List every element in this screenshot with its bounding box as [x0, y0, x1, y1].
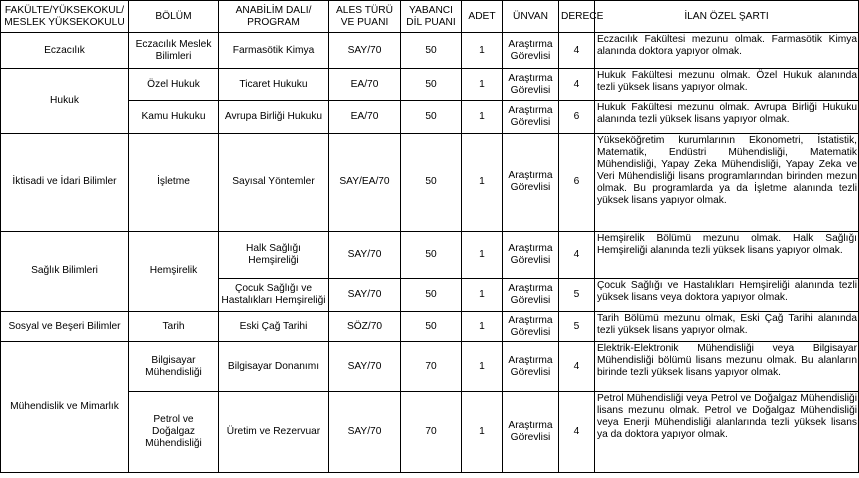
header-faculty: FAKÜLTE/YÜKSEKOKUL/ MESLEK YÜKSEKOKULU	[1, 1, 129, 33]
program-cell: Çocuk Sağlığı ve Hastalıkları Hemşireliği	[219, 279, 329, 311]
language-score-cell: 70	[401, 391, 462, 472]
department-cell: Özel Hukuk	[129, 68, 219, 100]
faculty-cell: İktisadi ve İdari Bilimler	[1, 133, 129, 231]
degree-cell: 4	[559, 33, 595, 68]
ales-cell: SAY/EA/70	[329, 133, 401, 231]
ales-cell: SAY/70	[329, 231, 401, 279]
program-cell: Üretim ve Rezervuar	[219, 391, 329, 472]
ales-cell: SAY/70	[329, 342, 401, 392]
count-cell: 1	[462, 133, 503, 231]
table-row	[1, 101, 859, 133]
count-cell: 1	[462, 311, 503, 341]
title-cell: Araştırma Görevlisi	[503, 33, 559, 68]
degree-cell: 6	[559, 133, 595, 231]
program-cell: Ticaret Hukuku	[219, 68, 329, 100]
header-program: ANABİLİM DALI/ PROGRAM	[219, 1, 329, 33]
header-condition: İLAN ÖZEL ŞARTI	[595, 1, 859, 33]
title-cell: Araştırma Görevlisi	[503, 342, 559, 392]
language-score-cell: 70	[401, 342, 462, 392]
department-cell: Tarih	[129, 311, 219, 341]
language-score-cell: 50	[401, 231, 462, 279]
ales-cell: EA/70	[329, 68, 401, 100]
degree-cell: 4	[559, 68, 595, 100]
condition-cell: Çocuk Sağlığı ve Hastalıkları Hemşireliği alanında tezli yüksek lisans veya doktora yapıyor olmak.	[595, 279, 859, 311]
table-row	[1, 391, 859, 472]
ales-cell: EA/70	[329, 101, 401, 133]
title-cell: Araştırma Görevlisi	[503, 133, 559, 231]
header-count: ADET	[462, 1, 503, 33]
department-cell: Petrol ve Doğalgaz Mühendisliği	[129, 391, 219, 472]
degree-cell: 4	[559, 231, 595, 279]
ales-cell: SAY/70	[329, 391, 401, 472]
header-department: BÖLÜM	[129, 1, 219, 33]
header-row	[1, 1, 859, 33]
condition-cell: Hukuk Fakültesi mezunu olmak. Özel Hukuk alanında tezli yüksek lisans yapıyor olmak.	[595, 68, 859, 100]
language-score-cell: 50	[401, 133, 462, 231]
degree-cell: 4	[559, 342, 595, 392]
condition-cell: Hemşirelik Bölümü mezunu olmak. Halk Sağlığı Hemşireliği alanında tezli yüksek lisans yapıyor olmak.	[595, 231, 859, 279]
language-score-cell: 50	[401, 101, 462, 133]
degree-cell: 4	[559, 391, 595, 472]
count-cell: 1	[462, 342, 503, 392]
program-cell: Halk Sağlığı Hemşireliği	[219, 231, 329, 279]
condition-cell: Tarih Bölümü mezunu olmak, Eski Çağ Tarihi alanında tezli yüksek lisans yapıyor olmak.	[595, 311, 859, 341]
header-title: ÜNVAN	[503, 1, 559, 33]
faculty-cell: Sağlık Bilimleri	[1, 231, 129, 311]
title-cell: Araştırma Görevlisi	[503, 391, 559, 472]
table-row	[1, 231, 859, 279]
ales-cell: SAY/70	[329, 279, 401, 311]
table-row	[1, 68, 859, 100]
title-cell: Araştırma Görevlisi	[503, 311, 559, 341]
degree-cell: 6	[559, 101, 595, 133]
degree-cell: 5	[559, 279, 595, 311]
department-cell: Hemşirelik	[129, 231, 219, 311]
department-cell: Eczacılık Meslek Bilimleri	[129, 33, 219, 68]
language-score-cell: 50	[401, 311, 462, 341]
department-cell: İşletme	[129, 133, 219, 231]
title-cell: Araştırma Görevlisi	[503, 231, 559, 279]
count-cell: 1	[462, 101, 503, 133]
department-cell: Kamu Hukuku	[129, 101, 219, 133]
ales-cell: SÖZ/70	[329, 311, 401, 341]
condition-cell: Elektrik-Elektronik Mühendisliği veya Bilgisayar Mühendisliği bölümü lisans mezunu olmak. Bu alanların birinde tezli yüksek lisans yapıyor olmak.	[595, 342, 859, 392]
title-cell: Araştırma Görevlisi	[503, 68, 559, 100]
count-cell: 1	[462, 33, 503, 68]
title-cell: Araştırma Görevlisi	[503, 101, 559, 133]
faculty-cell: Eczacılık	[1, 33, 129, 68]
header-ales: ALES TÜRÜ VE PUANI	[329, 1, 401, 33]
header-degree: DERECE	[559, 1, 595, 33]
program-cell: Eski Çağ Tarihi	[219, 311, 329, 341]
condition-cell: Eczacılık Fakültesi mezunu olmak. Farmasötik Kimya alanında doktora yapıyor olmak.	[595, 33, 859, 68]
program-cell: Bilgisayar Donanımı	[219, 342, 329, 392]
count-cell: 1	[462, 231, 503, 279]
program-cell: Farmasötik Kimya	[219, 33, 329, 68]
count-cell: 1	[462, 279, 503, 311]
language-score-cell: 50	[401, 68, 462, 100]
program-cell: Sayısal Yöntemler	[219, 133, 329, 231]
table-row	[1, 33, 859, 68]
table-row	[1, 342, 859, 392]
language-score-cell: 50	[401, 33, 462, 68]
program-cell: Avrupa Birliği Hukuku	[219, 101, 329, 133]
condition-cell: Hukuk Fakültesi mezunu olmak. Avrupa Birliği Hukuku alanında tezli yüksek lisans yapıyor olmak.	[595, 101, 859, 133]
count-cell: 1	[462, 68, 503, 100]
condition-cell: Petrol Mühendisliği veya Petrol ve Doğalgaz Mühendisliği lisans mezunu olmak. Petrol ve Doğalgaz Mühendisliği veya Enerji Mühendisliği alanlarında tezli yüksek lisans ya da doktora yapıyor olmak.	[595, 391, 859, 472]
faculty-cell: Hukuk	[1, 68, 129, 133]
degree-cell: 5	[559, 311, 595, 341]
department-cell: Bilgisayar Mühendisliği	[129, 342, 219, 392]
condition-cell: Yükseköğretim kurumlarının Ekonometri, İstatistik, Matematik, Endüstri Mühendisliği, Matematik Mühendisliği, Yapay Zeka Mühendisliği, Yapay Zeka ve Veri Mühendisliği lisans programlarından birinden mezun olmak. Bu programlarda ya da İşletme alanında tezli yüksek lisans yapıyor olmak.	[595, 133, 859, 231]
faculty-cell: Mühendislik ve Mimarlık	[1, 342, 129, 473]
language-score-cell: 50	[401, 279, 462, 311]
table-row	[1, 133, 859, 231]
table-row	[1, 311, 859, 341]
ales-cell: SAY/70	[329, 33, 401, 68]
header-language: YABANCI DİL PUANI	[401, 1, 462, 33]
faculty-cell: Sosyal ve Beşeri Bilimler	[1, 311, 129, 341]
title-cell: Araştırma Görevlisi	[503, 279, 559, 311]
count-cell: 1	[462, 391, 503, 472]
